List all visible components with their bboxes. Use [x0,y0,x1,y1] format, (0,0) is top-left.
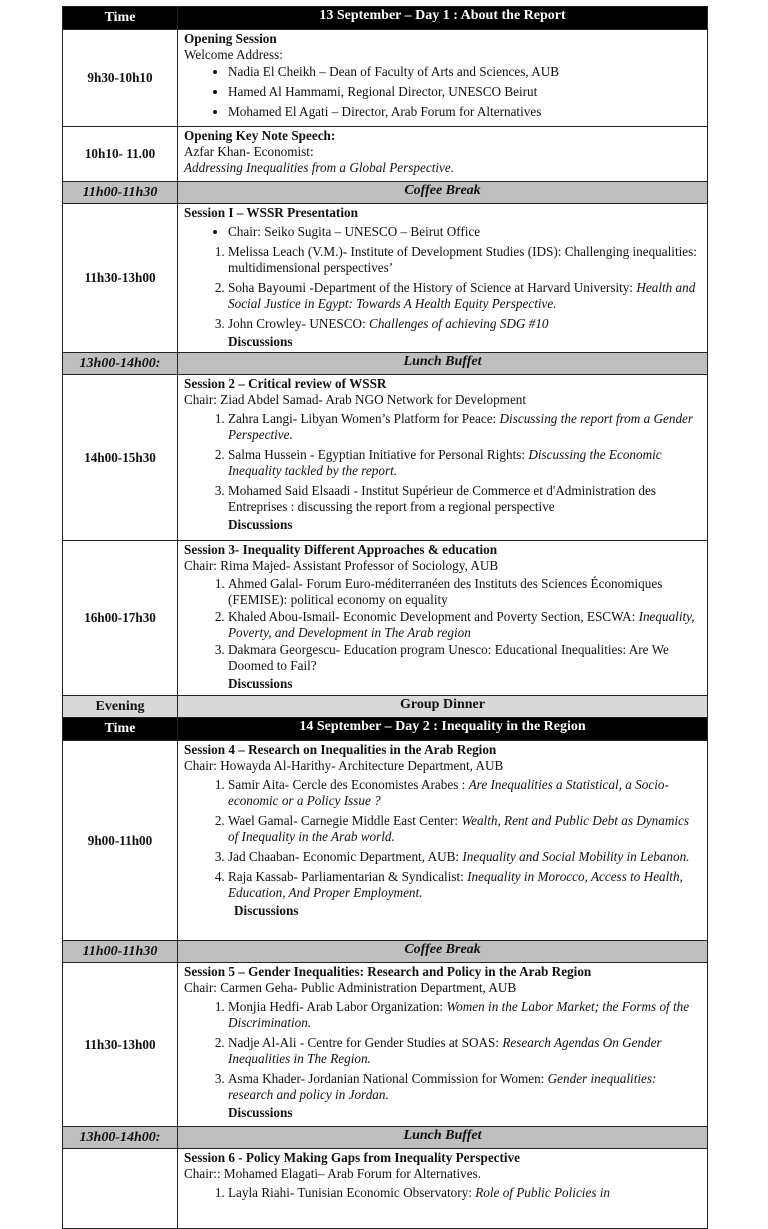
keynote-speaker: Azfar Khan- Economist: [184,144,314,159]
session-title: Session 5 – Gender Inequalities: Research and Policy in the Arab Region [184,964,592,979]
chair-line: Chair: Howayda Al-Harithy- Architecture Department, AUB [184,758,504,773]
lunch-row [63,1127,708,1149]
time-slot: Evening [63,696,178,718]
chair-line: Chair: Rima Majed- Assistant Professor of Sociology, AUB [184,558,499,573]
day2-title: 14 September – Day 2 : Inequality in the Region [178,718,708,741]
session3-row [63,541,708,696]
list-item: 3. Asma Khader- Jordanian National Commission for Women: Gender inequalities: research and policy in Jordan. [228,1071,701,1103]
lunch-row [63,353,708,375]
agenda-page [62,6,708,1229]
time-slot: 10h10- 11.00 [63,127,178,182]
time-slot: 11h30-13h00 [63,204,178,353]
keynote-topic: Addressing Inequalities from a Global Perspective. [184,160,455,175]
list-item: 1. Samir Aita- Cercle des Economistes Arabes : Are Inequalities a Statistical, a Socio-economic or a Policy Issue ? [228,777,701,809]
discussions-label: Discussions [228,1105,293,1120]
time-slot [63,1149,178,1229]
session6-row [63,1149,708,1229]
agenda-table [62,6,708,1229]
list-item: 1. Melissa Leach (V.M.)- Institute of Development Studies (IDS): Challenging inequalities: multidimensional perspectives’ [228,244,701,276]
list-item: • Nadia El Cheikh – Dean of Faculty of Arts and Sciences, AUB [228,64,701,80]
dinner-label: Group Dinner [178,696,708,718]
chair-line: Chair: Ziad Abdel Samad- Arab NGO Network for Development [184,392,527,407]
chair-line: Chair: Carmen Geha- Public Administration Department, AUB [184,980,517,995]
list-item: 3. John Crowley- UNESCO: Challenges of achieving SDG #10 [228,316,701,332]
break-label: Lunch Buffet [178,1127,708,1149]
discussions-label: Discussions [228,517,293,532]
list-item: 2. Salma Hussein - Egyptian Initiative for Personal Rights: Discussing the Economic Inequality tackled by the report. [228,447,701,479]
list-item: 1. Ahmed Galal- Forum Euro-méditerranéen des Instituts des Sciences Économiques (FEMISE): political economy on equality [228,576,701,608]
session1-row [63,204,708,353]
coffee-break-row [63,182,708,204]
day1-header-row [63,7,708,30]
coffee-break-row [63,941,708,963]
time-slot: 16h00-17h30 [63,541,178,696]
speaker-list [184,777,701,901]
speaker-list [184,411,701,515]
time-slot: 9h30-10h10 [63,30,178,127]
time-header: Time [63,718,178,741]
time-slot: 13h00-14h00: [63,353,178,375]
welcome-address-label: Welcome Address: [184,47,283,62]
list-item: • Mohamed El Agati – Director, Arab Forum for Alternatives [228,104,701,120]
keynote-row [63,127,708,182]
session-title: Session 4 – Research on Inequalities in the Arab Region [184,742,497,757]
time-slot: 11h00-11h30 [63,182,178,204]
day1-title: 13 September – Day 1 : About the Report [178,7,708,30]
list-item: 1. Layla Riahi- Tunisian Economic Observatory: Role of Public Policies in [228,1185,701,1201]
time-slot: 11h30-13h00 [63,963,178,1127]
speaker-list [184,244,701,332]
list-item: 3. Mohamed Said Elsaadi - Institut Supérieur de Commerce et d'Administration des Entreprises : discussing the report from a regional perspective [228,483,701,515]
chair-line: Chair:: Mohamed Elagati– Arab Forum for Alternatives. [184,1166,482,1181]
time-slot: 11h00-11h30 [63,941,178,963]
discussions-label: Discussions [228,676,293,691]
session-title: Session 6 - Policy Making Gaps from Inequality Perspective [184,1150,521,1165]
speaker-list [184,1185,701,1201]
list-item: • Hamed Al Hammami, Regional Director, UNESCO Beirut [228,84,701,100]
break-label: Lunch Buffet [178,353,708,375]
session4-row [63,741,708,941]
speaker-list [184,576,701,674]
chair-line: • Chair: Seiko Sugita – UNESCO – Beirut Office [228,224,701,240]
time-slot: 13h00-14h00: [63,1127,178,1149]
list-item: 2. Soha Bayoumi -Department of the History of Science at Harvard University: Health and Social Justice in Egypt: Towards A Health Equity Perspective. [228,280,701,312]
time-header: Time [63,7,178,30]
list-item: 1. Zahra Langi- Libyan Women’s Platform for Peace: Discussing the report from a Gender Perspective. [228,411,701,443]
list-item: 2. Khaled Abou-Ismail- Economic Development and Poverty Section, ESCWA: Inequality, Poverty, and Development in The Arab region [228,609,701,641]
session-title: Session 3- Inequality Different Approaches & education [184,542,498,557]
list-item: 2. Nadje Al-Ali - Centre for Gender Studies at SOAS: Research Agendas On Gender Inequalities in The Region. [228,1035,701,1067]
session5-row [63,963,708,1127]
opening-session-row [63,30,708,127]
session-title: Opening Session [184,31,277,46]
time-slot: 14h00-15h30 [63,375,178,541]
speaker-list [184,999,701,1103]
break-label: Coffee Break [178,182,708,204]
list-item: 3. Dakmara Georgescu- Education program Unesco: Educational Inequalities: Are We Doomed to Fail? [228,642,701,674]
list-item: 2. Wael Gamal- Carnegie Middle East Center: Wealth, Rent and Public Debt as Dynamics of Inequality in the Arab world. [228,813,701,845]
discussions-label: Discussions [234,903,299,918]
session-title: Session 2 – Critical review of WSSR [184,376,387,391]
session-title: Opening Key Note Speech: [184,128,336,143]
time-slot: 9h00-11h00 [63,741,178,941]
day2-header-row [63,718,708,741]
list-item: 1. Monjia Hedfi- Arab Labor Organization: Women in the Labor Market; the Forms of the Discrimination. [228,999,701,1031]
evening-row [63,696,708,718]
welcome-speaker-list [184,64,701,120]
list-item: 3. Jad Chaaban- Economic Department, AUB: Inequality and Social Mobility in Lebanon. [228,849,701,865]
discussions-label: Discussions [228,334,293,349]
list-item: 4. Raja Kassab- Parliamentarian & Syndicalist: Inequality in Morocco, Access to Health, Education, And Proper Employment. [228,869,701,901]
break-label: Coffee Break [178,941,708,963]
session2-row [63,375,708,541]
session-title: Session I – WSSR Presentation [184,205,358,220]
